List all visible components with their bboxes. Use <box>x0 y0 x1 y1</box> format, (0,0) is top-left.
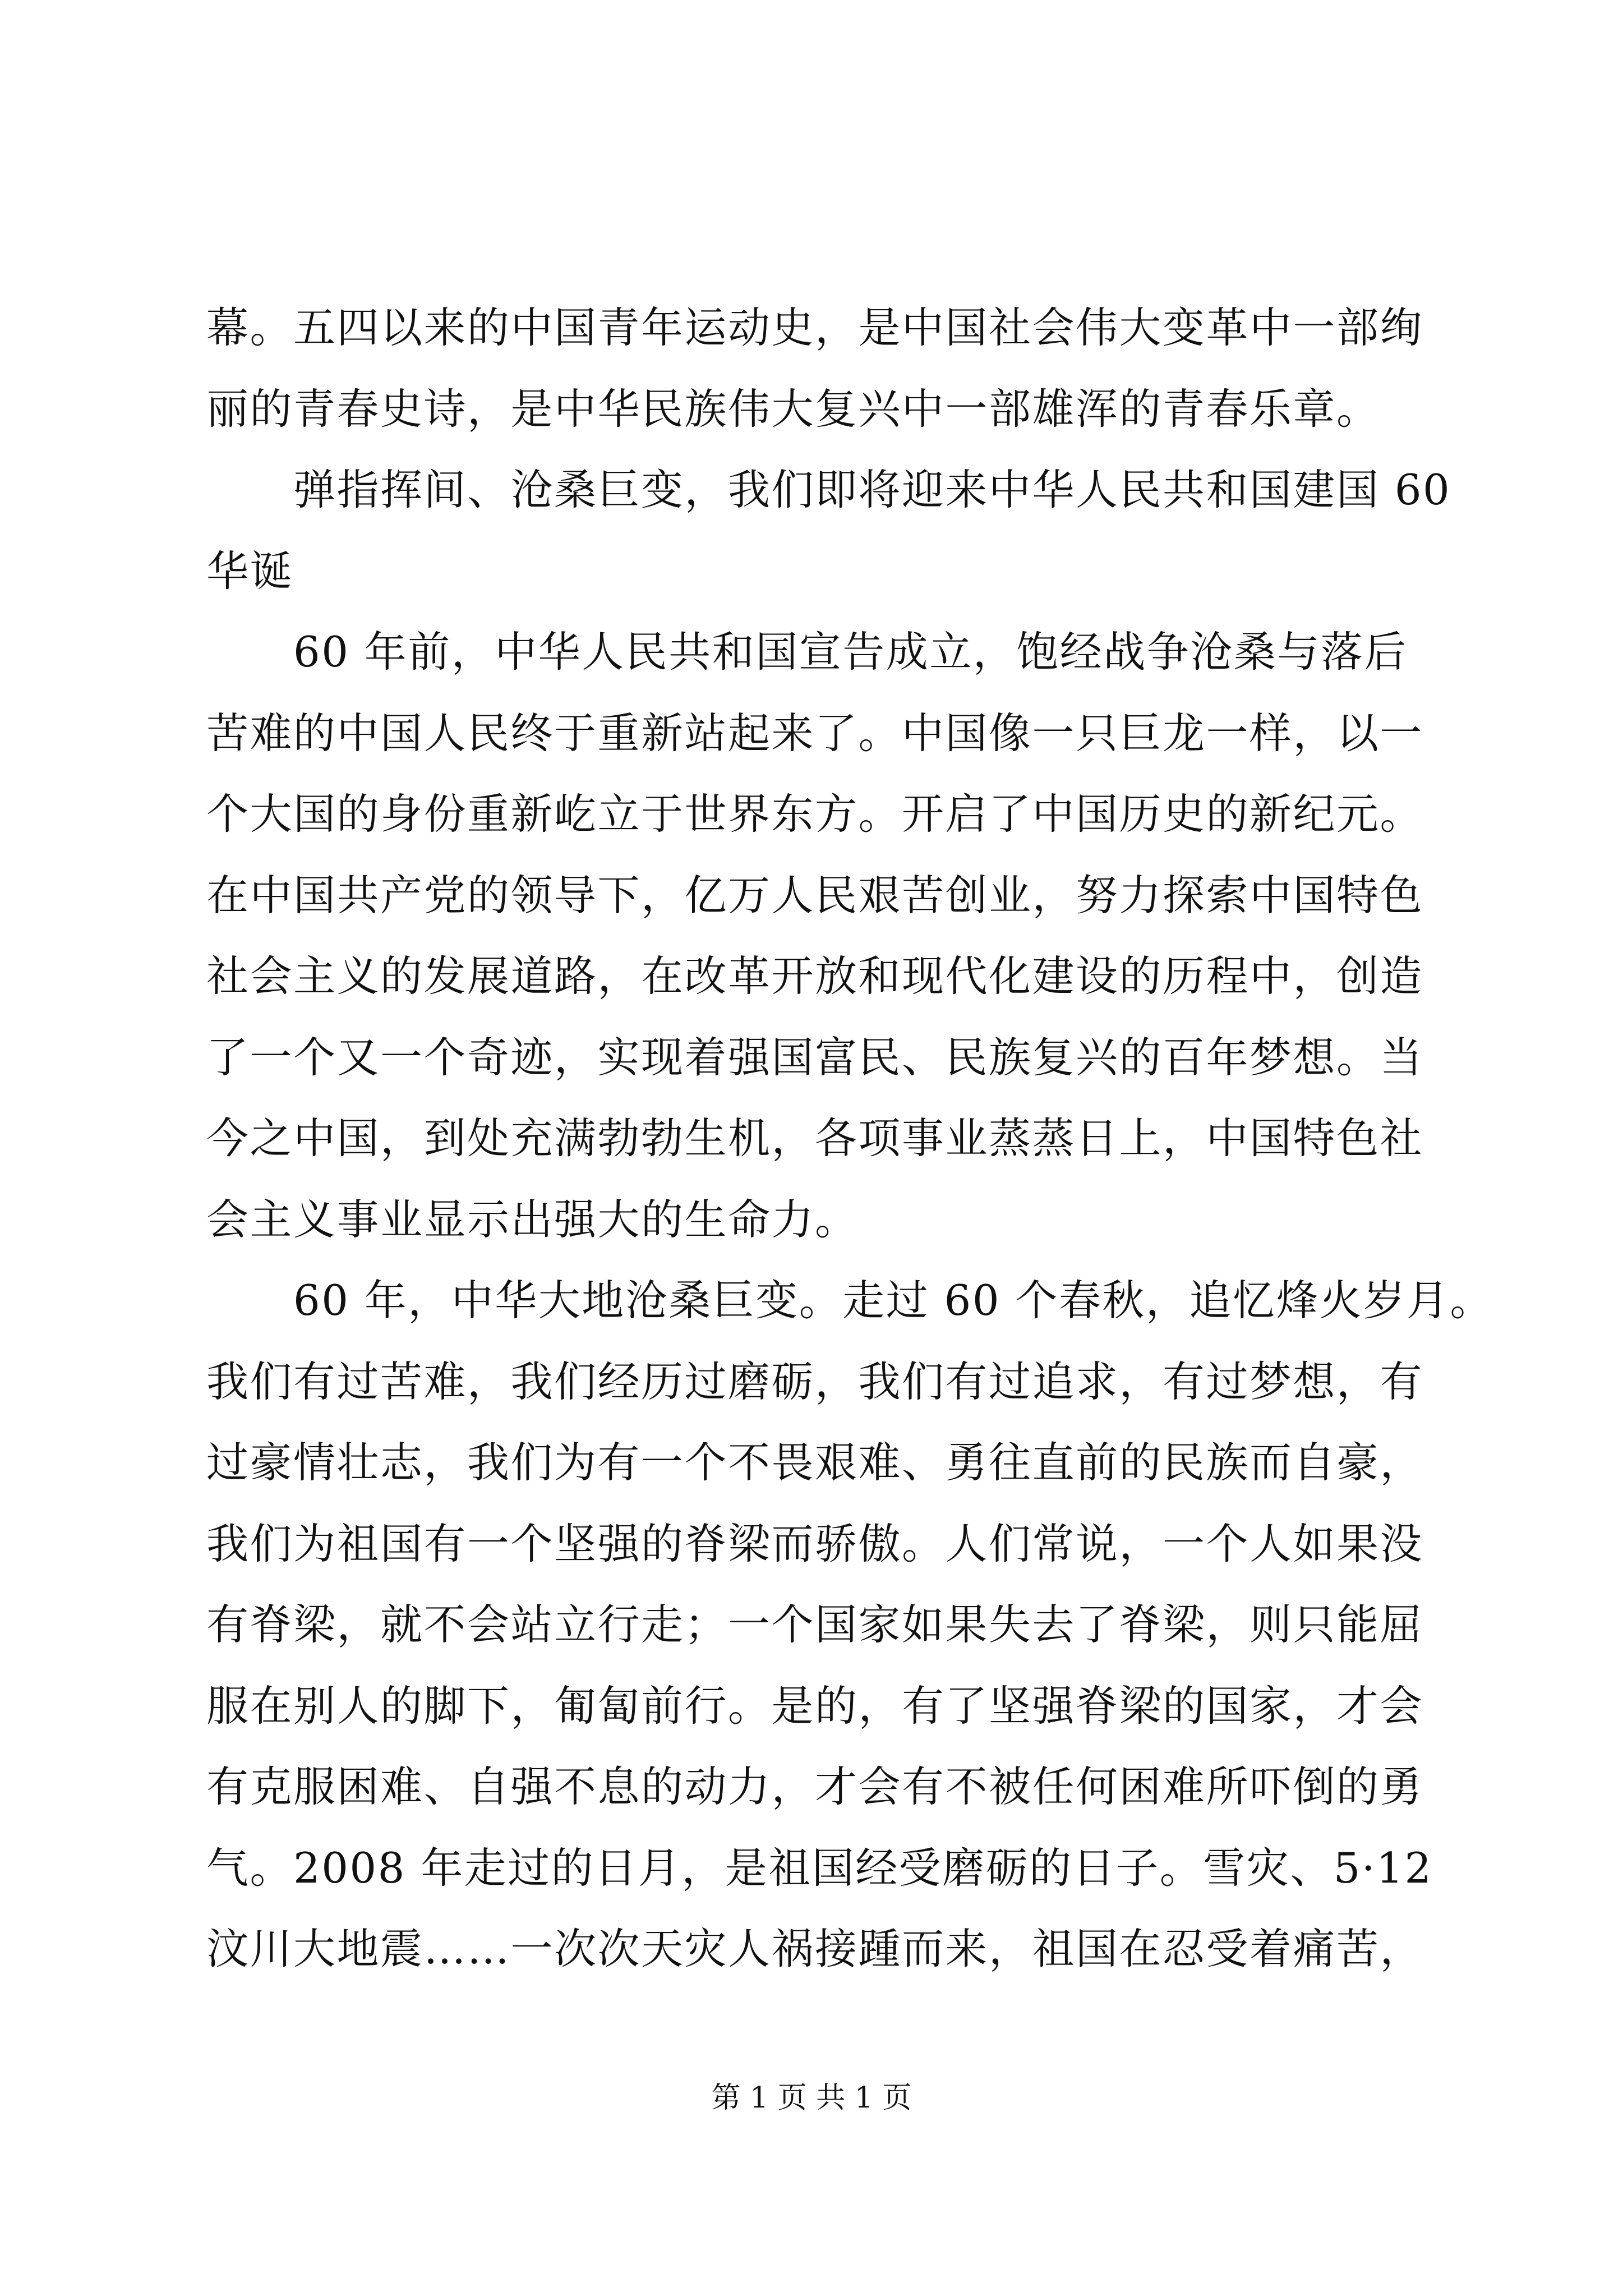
page-footer: 第 1 页 共 1 页 <box>711 2081 912 2115</box>
text-line: 我们有过苦难，我们经历过磨砺，我们有过追求，有过梦想，有 <box>206 1356 1424 1406</box>
text-line: 有克服困难、自强不息的动力，才会有不被任何困难所吓倒的勇 <box>206 1762 1424 1811</box>
text-line: 我们为祖国有一个坚强的脊梁而骄傲。人们常说，一个人如果没 <box>206 1519 1424 1568</box>
text-line: 60 年前，中华人民共和国宣告成立，饱经战争沧桑与落后 <box>206 627 1408 677</box>
text-line: 过豪情壮志，我们为有一个不畏艰难、勇往直前的民族而自豪， <box>206 1438 1424 1487</box>
text-line: 有脊梁，就不会站立行走；一个国家如果失去了脊梁，则只能屈 <box>206 1600 1424 1649</box>
text-line: 在中国共产党的领导下，亿万人民艰苦创业，努力探索中国特色 <box>206 870 1424 920</box>
text-line: 苦难的中国人民终于重新站起来了。中国像一只巨龙一样，以一 <box>206 708 1424 758</box>
text-line: 气。2008 年走过的日月，是祖国经受磨砺的日子。雪灾、5·12 <box>206 1843 1433 1893</box>
text-line: 了一个又一个奇迹，实现着强国富民、民族复兴的百年梦想。当 <box>206 1032 1424 1082</box>
text-line: 社会主义的发展道路，在改革开放和现代化建设的历程中，创造 <box>206 951 1424 1001</box>
text-line: 会主义事业显示出强大的生命力。 <box>206 1194 859 1244</box>
body-text <box>206 287 1493 1990</box>
text-line: 幕。五四以来的中国青年运动史，是中国社会伟大变革中一部绚 <box>206 303 1424 352</box>
text-line: 60 年，中华大地沧桑巨变。走过 60 个春秋，追忆烽火岁月。 <box>206 1276 1493 1325</box>
text-line: 丽的青春史诗，是中华民族伟大复兴中一部雄浑的青春乐章。 <box>206 384 1380 434</box>
text-line: 华诞 <box>206 546 294 596</box>
text-line: 个大国的身份重新屹立于世界东方。开启了中国历史的新纪元。 <box>206 789 1424 839</box>
text-line: 今之中国，到处充满勃勃生机，各项事业蒸蒸日上，中国特色社 <box>206 1114 1424 1163</box>
text-line: 服在别人的脚下，匍匐前行。是的，有了坚强脊梁的国家，才会 <box>206 1681 1424 1731</box>
text-line: 汶川大地震……一次次天灾人祸接踵而来，祖国在忍受着痛苦， <box>206 1924 1424 1973</box>
text-line: 弹指挥间、沧桑巨变，我们即将迎来中华人民共和国建国 60 <box>206 465 1451 514</box>
